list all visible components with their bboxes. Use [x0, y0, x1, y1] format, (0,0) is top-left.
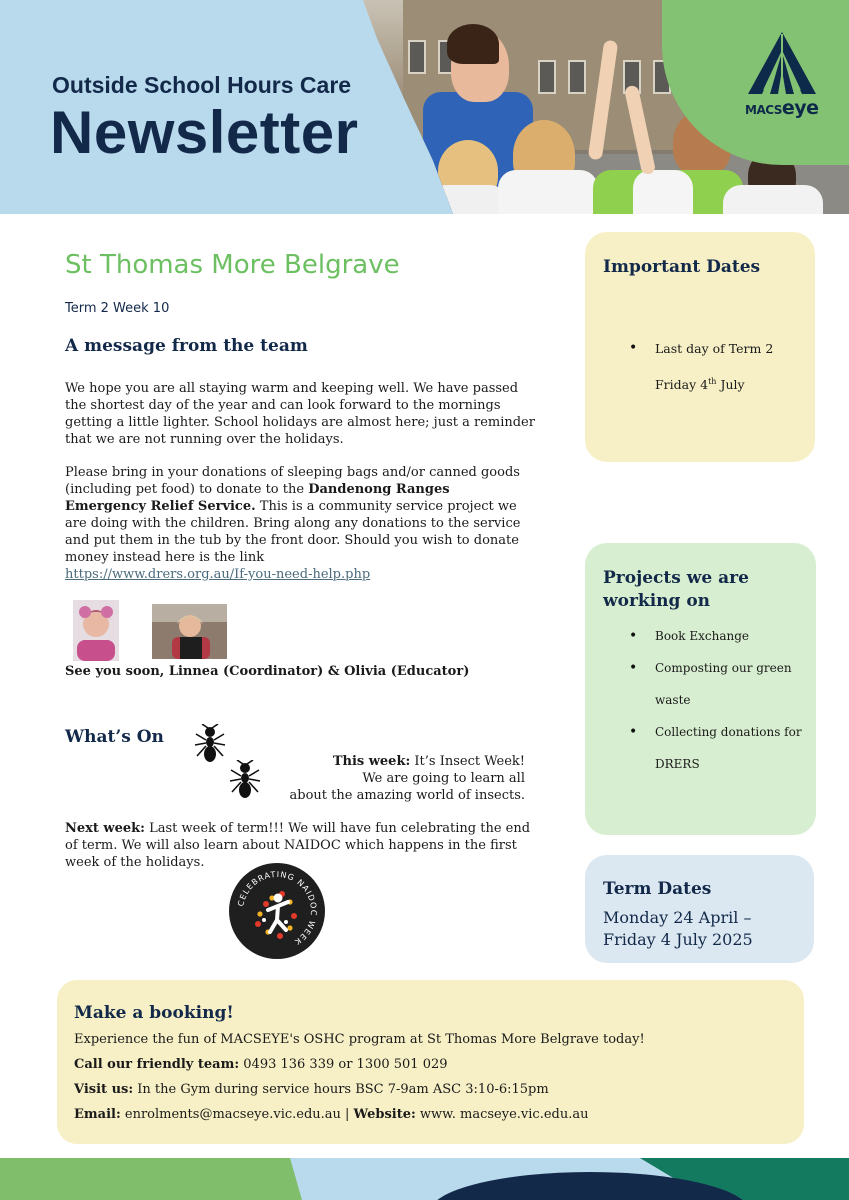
- booking-heading: Make a booking!: [74, 1003, 234, 1023]
- ant-icon: [227, 760, 263, 800]
- projects-heading: Projects we are working on: [603, 568, 749, 611]
- projects-list: [629, 621, 809, 781]
- drers-name: Dandenong Ranges Emergency Relief Service.: [65, 482, 450, 514]
- message-paragraph-2: Please bring in your donations of sleeping bags and/or canned goods (including pet food) to donate to the Dandenong Ranges Emergency Relief Service. This is a community service project we are doing with the children. Bring along any donations to the service and put them in the tub by the front door. Should you wish to donate money instead here is the link https://www.drers.org.au/If-you-need-help.php: [65, 465, 521, 582]
- important-dates-heading: Important Dates: [603, 257, 761, 277]
- term-dates-card: [585, 855, 814, 963]
- logo-wordmark: MACSeye: [745, 97, 819, 119]
- booking-phone: Call our friendly team: 0493 136 339 or 1300 501 029: [74, 1057, 448, 1072]
- coordinator-photo: [73, 600, 119, 661]
- booking-visit: Visit us: In the Gym during service hours BSC 7-9am ASC 3:10-6:15pm: [74, 1082, 549, 1097]
- whats-on-heading: What’s On: [65, 727, 164, 747]
- footer-band: [0, 1158, 849, 1200]
- term-label: Term 2 Week 10: [65, 301, 170, 316]
- school-name: St Thomas More Belgrave: [65, 250, 400, 280]
- term-dates-heading: Term Dates: [603, 879, 712, 899]
- list-item: • Composting our green: [629, 653, 809, 683]
- term-dates-text: Monday 24 April – Friday 4 July 2025: [603, 908, 753, 949]
- booking-intro: Experience the fun of MACSEYE's OSHC program at St Thomas More Belgrave today!: [74, 1032, 645, 1047]
- list-item: DRERS: [655, 757, 700, 771]
- booking-contact: Email: enrolments@macseye.vic.edu.au | Website: www. macseye.vic.edu.au: [74, 1107, 589, 1122]
- header-banner: [0, 0, 849, 214]
- booking-panel: [57, 980, 804, 1144]
- next-week-text: Next week: Last week of term!!! We will have fun celebrating the end of term. We will also learn about NAIDOC which happens in the first week of the holidays.: [65, 821, 531, 870]
- this-week-text: This week: It’s Insect Week! We are going to learn all about the amazing world of insects.: [289, 754, 525, 803]
- ant-icon: [192, 724, 228, 764]
- list-item: • Book Exchange: [629, 621, 809, 651]
- message-heading: A message from the team: [65, 336, 308, 356]
- educator-photo: [152, 604, 227, 659]
- naidoc-week-logo: [228, 862, 326, 960]
- sign-off: See you soon, Linnea (Coordinator) & Olivia (Educator): [65, 664, 470, 679]
- important-dates-card: [585, 232, 815, 462]
- projects-card: [585, 543, 816, 835]
- header-subtitle: Outside School Hours Care: [52, 72, 352, 98]
- list-item: waste: [655, 693, 691, 707]
- list-item: Friday 4th July: [655, 377, 745, 393]
- svg-text:CELEBRATING NAIDOC WEEK: CELEBRATING NAIDOC WEEK: [236, 869, 319, 947]
- important-dates-list: [629, 332, 804, 401]
- email-link[interactable]: enrolments@macseye.vic.edu.au |: [120, 1107, 354, 1122]
- drers-link[interactable]: https://www.drers.org.au/If-you-need-help.php: [65, 567, 371, 582]
- header-title: Newsletter: [50, 99, 359, 166]
- list-item: • Last day of Term 2: [629, 332, 804, 365]
- message-paragraph-1: We hope you are all staying warm and keeping well. We have passed the shortest day of the year and can look forward to the mornings getting a little lighter. School holidays are almost here; just a reminder that we are not running over the holidays.: [65, 381, 535, 447]
- list-item: • Collecting donations for: [629, 717, 809, 747]
- website-link[interactable]: www. macseye.vic.edu.au: [415, 1107, 589, 1122]
